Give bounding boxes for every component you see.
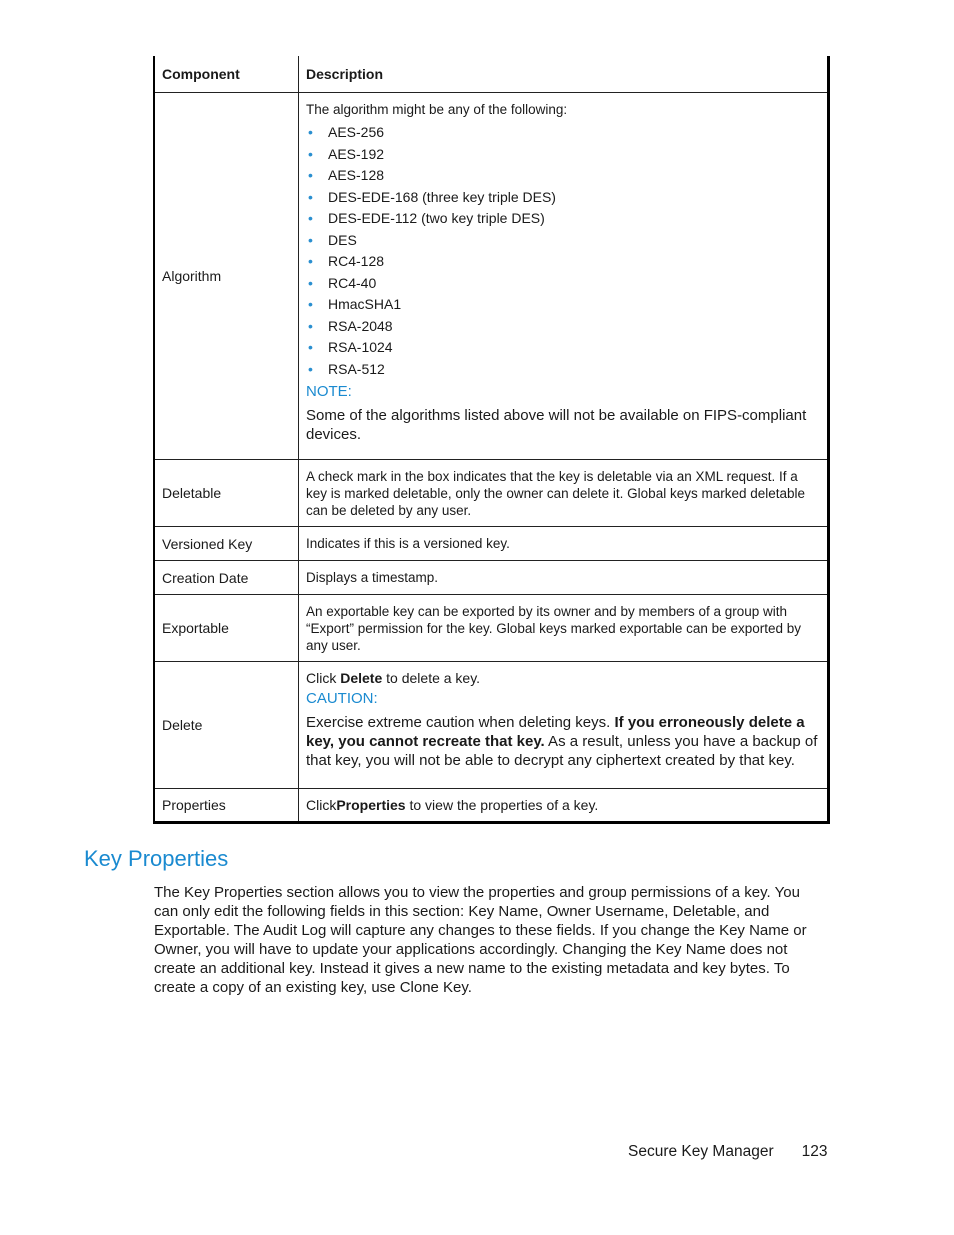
delete-description	[299, 662, 827, 788]
table-row-delete	[155, 661, 827, 788]
deletable-description: A check mark in the box indicates that the key is deletable via an XML request. If a key is marked deletable, only the owner can delete it. Global keys marked deletable can be deleted by any user.	[306, 469, 806, 518]
list-item: • RSA-1024	[306, 337, 821, 359]
bullet-icon: •	[308, 124, 313, 140]
list-item: • DES	[306, 230, 821, 252]
caution-text: Exercise extreme caution when deleting keys. If you erroneously delete a key, you cannot recreate that key. As a result, unless you have a backup of that key, you will not be able to decrypt any ciphertext created by that key.	[306, 714, 818, 769]
footer-title: Secure Key Manager	[628, 1143, 774, 1160]
bullet-icon: •	[308, 231, 313, 248]
bullet-icon: •	[308, 188, 313, 205]
note-text: Some of the algorithms listed above will not be available on FIPS-compliant devices.	[306, 407, 807, 443]
list-item: • RSA-512	[306, 359, 821, 381]
properties-label: Properties	[155, 789, 299, 821]
bullet-icon: •	[308, 339, 313, 355]
algorithm-list	[306, 122, 821, 380]
algorithm-intro: The algorithm might be any of the following:	[306, 102, 568, 117]
header-component: Component	[155, 56, 299, 92]
table-row-deletable	[155, 459, 827, 526]
note-label: NOTE:	[306, 383, 352, 400]
deletable-label: Deletable	[155, 460, 299, 526]
bullet-icon: •	[308, 145, 313, 162]
section-title: Key Properties	[84, 846, 229, 871]
bullet-icon: •	[308, 317, 313, 334]
list-item: • RC4-40	[306, 273, 821, 295]
table-row-algorithm	[155, 92, 827, 459]
versioned-label: Versioned Key	[155, 527, 299, 560]
page-number: 123	[801, 1143, 828, 1160]
creation-label: Creation Date	[155, 561, 299, 594]
list-item: • DES-EDE-168 (three key triple DES)	[306, 187, 821, 209]
bullet-icon: •	[308, 210, 313, 226]
list-item: • AES-192	[306, 144, 821, 166]
exportable-description: An exportable key can be exported by its owner and by members of a group with “Export” permission for the key. Global keys marked exportable can be exported by any user.	[306, 604, 801, 653]
exportable-label: Exportable	[155, 595, 299, 661]
list-item: • AES-128	[306, 165, 821, 187]
section-paragraph: The Key Properties section allows you to view the properties and group permissions of a key. You can only edit the following fields in this section: Key Name, Owner Username, Deletable, and Exportable. The Audit Log will capture any changes to these fields. If you change the Key Name or Owner, you will have to update your applications accordingly. Changing the Key Name does not create an additional key. Instead it gives a new name to the existing metadata and key bytes. To create a copy of an existing key, use Clone Key.	[154, 884, 807, 996]
page-footer	[628, 1143, 827, 1161]
creation-description: Displays a timestamp.	[306, 570, 439, 585]
caution-label: CAUTION:	[306, 690, 378, 707]
list-item: • RC4-128	[306, 251, 821, 273]
bullet-icon: •	[308, 167, 313, 183]
versioned-description: Indicates if this is a versioned key.	[306, 536, 510, 551]
table-row-exportable	[155, 594, 827, 661]
delete-keyword: Delete	[340, 670, 383, 686]
table-row-versioned	[155, 526, 827, 560]
properties-keyword: Properties	[336, 796, 406, 813]
list-item: • RSA-2048	[306, 316, 821, 338]
bullet-icon: •	[308, 274, 313, 291]
delete-label: Delete	[155, 662, 299, 788]
bullet-icon: •	[308, 360, 313, 377]
table-row-creation	[155, 560, 827, 594]
bullet-icon: •	[308, 253, 313, 269]
bullet-icon: •	[308, 296, 313, 312]
algorithm-label: Algorithm	[155, 93, 299, 459]
algorithm-description	[299, 93, 827, 459]
table-row-properties	[155, 788, 827, 821]
list-item: • HmacSHA1	[306, 294, 821, 316]
delete-instruction: Click Delete to delete a key.	[306, 670, 481, 686]
list-item: • DES-EDE-112 (two key triple DES)	[306, 208, 821, 230]
properties-description: Click Properties to view the properties of a key.	[306, 796, 599, 813]
header-description: Description	[306, 65, 384, 82]
table-header-row	[155, 56, 827, 92]
list-item: • AES-256	[306, 122, 821, 144]
component-table	[153, 56, 830, 824]
